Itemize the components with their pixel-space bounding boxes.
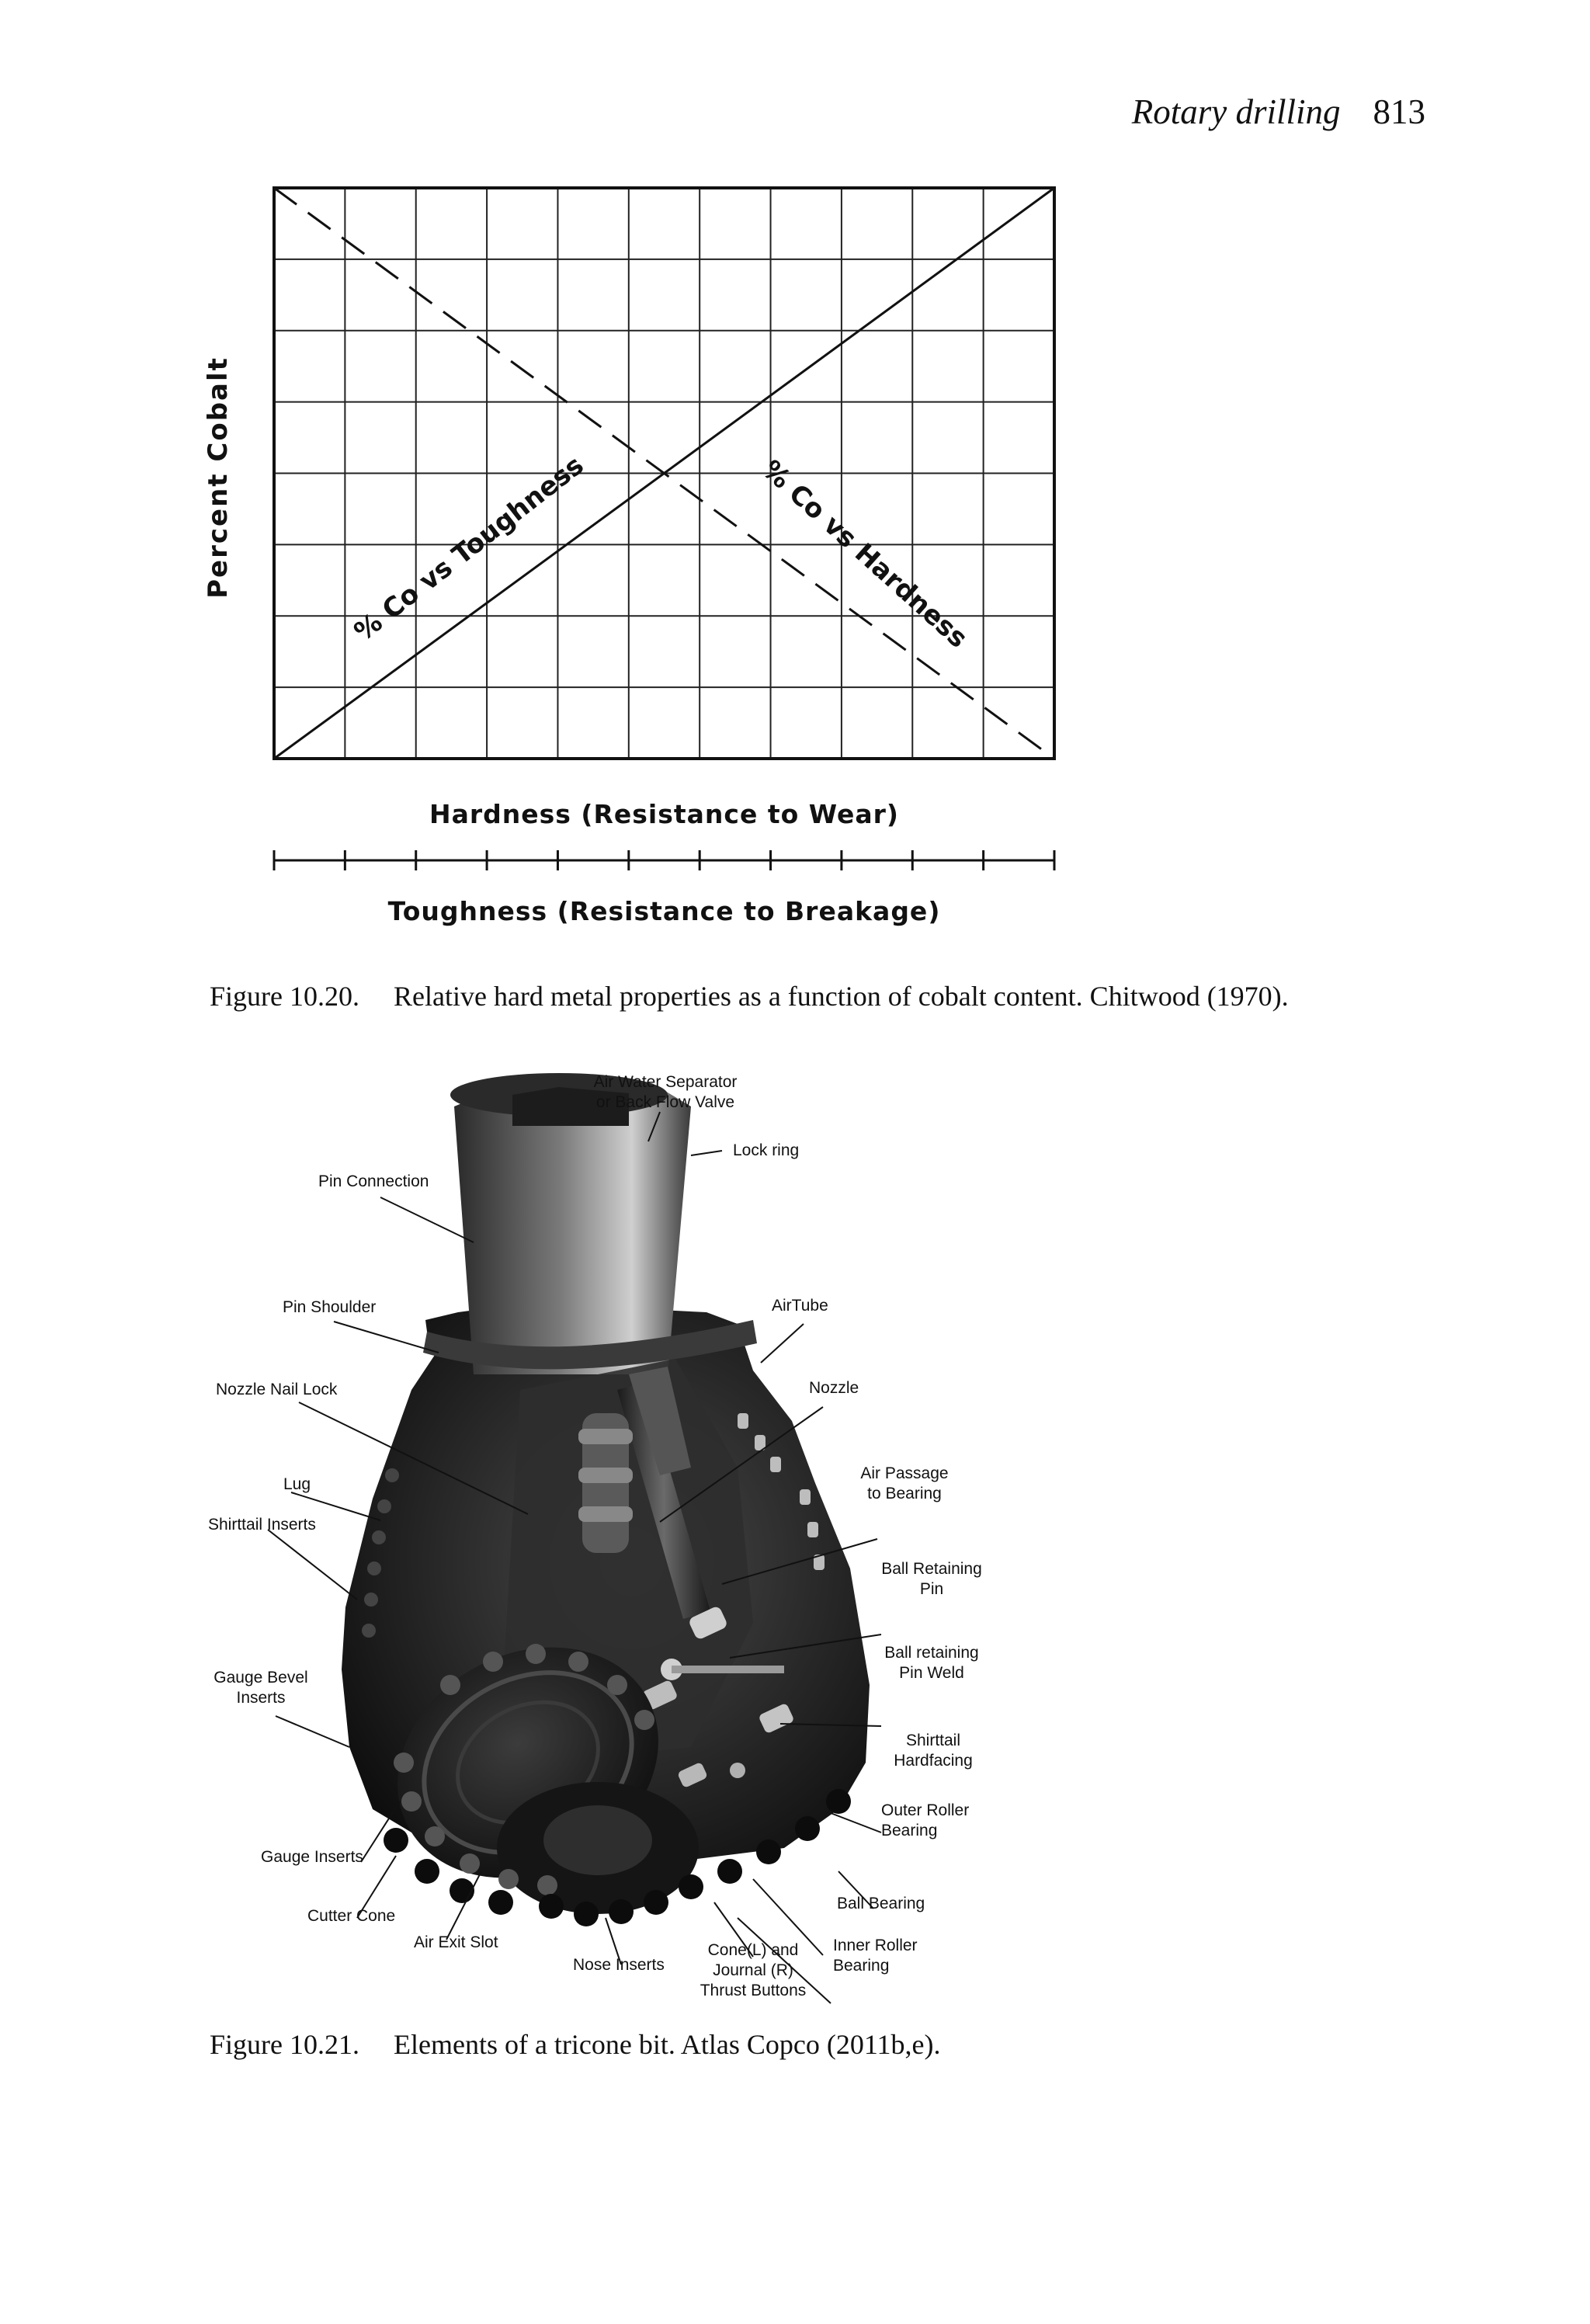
label-cone-journal: Cone(L) and Journal (R) Thrust Buttons (700, 1941, 807, 1999)
label-gauge-inserts: Gauge Inserts (261, 1848, 363, 1866)
label-lock-ring: Lock ring (733, 1141, 800, 1159)
page-number: 813 (1373, 92, 1425, 131)
label-ball-bearing: Ball Bearing (837, 1895, 925, 1912)
cobalt-chart (194, 167, 1087, 943)
series-label-hardness: % Co vs Hardness (755, 453, 974, 655)
label-airtube: AirTube (772, 1297, 828, 1315)
label-cutter-cone: Cutter Cone (307, 1907, 396, 1925)
label-air-water-separator: Air Water Separator or Back Flow Valve (593, 1073, 738, 1111)
tricone-bit-figure (194, 1064, 1048, 2011)
bit-body (342, 1073, 870, 1926)
label-nose-inserts: Nose Inserts (573, 1956, 665, 1974)
running-head-title: Rotary drilling (1131, 92, 1341, 131)
cobalt-chart-svg (194, 167, 1087, 943)
label-outer-roller-bearing: Outer Roller Bearing (881, 1801, 970, 1839)
figure-caption-text-2: Elements of a tricone bit. Atlas Copco (2011b,e). (394, 2029, 941, 2060)
label-air-exit-slot: Air Exit Slot (414, 1933, 498, 1951)
label-pin-shoulder: Pin Shoulder (283, 1298, 377, 1316)
figure-number-1: Figure 10.20. (210, 981, 359, 1012)
label-air-passage: Air Passage to Bearing (860, 1464, 949, 1502)
label-gauge-bevel-inserts: Gauge Bevel Inserts (214, 1669, 308, 1707)
label-lug: Lug (283, 1475, 311, 1493)
series-label-toughness: % Co vs Toughness (348, 450, 590, 648)
x-axis-label: Hardness (Resistance to Wear) (429, 799, 900, 829)
label-pin-connection: Pin Connection (318, 1172, 429, 1190)
label-ball-retaining-pin: Ball Retaining Pin (881, 1560, 982, 1598)
figure-caption-1 (210, 980, 1289, 1013)
figure-caption-text-1: Relative hard metal properties as a function of cobalt content. Chitwood (1970). (394, 981, 1289, 1012)
y-axis-label: Percent Cobalt (203, 356, 234, 599)
label-shirttail-hardfacing: Shirttail Hardfacing (894, 1732, 973, 1770)
figure-caption-2 (210, 2028, 941, 2061)
running-head (1132, 92, 1425, 132)
label-nozzle-nail-lock: Nozzle Nail Lock (216, 1381, 338, 1398)
label-nozzle: Nozzle (809, 1379, 859, 1397)
tricone-bit-svg (194, 1064, 1048, 2011)
figure-number-2: Figure 10.21. (210, 2029, 359, 2060)
label-shirttail-inserts: Shirttail Inserts (208, 1516, 316, 1534)
x-axis-label-secondary: Toughness (Resistance to Breakage) (387, 896, 941, 926)
label-ball-retaining-pin-weld: Ball retaining Pin Weld (884, 1644, 979, 1682)
label-inner-roller-bearing: Inner Roller Bearing (833, 1937, 918, 1975)
